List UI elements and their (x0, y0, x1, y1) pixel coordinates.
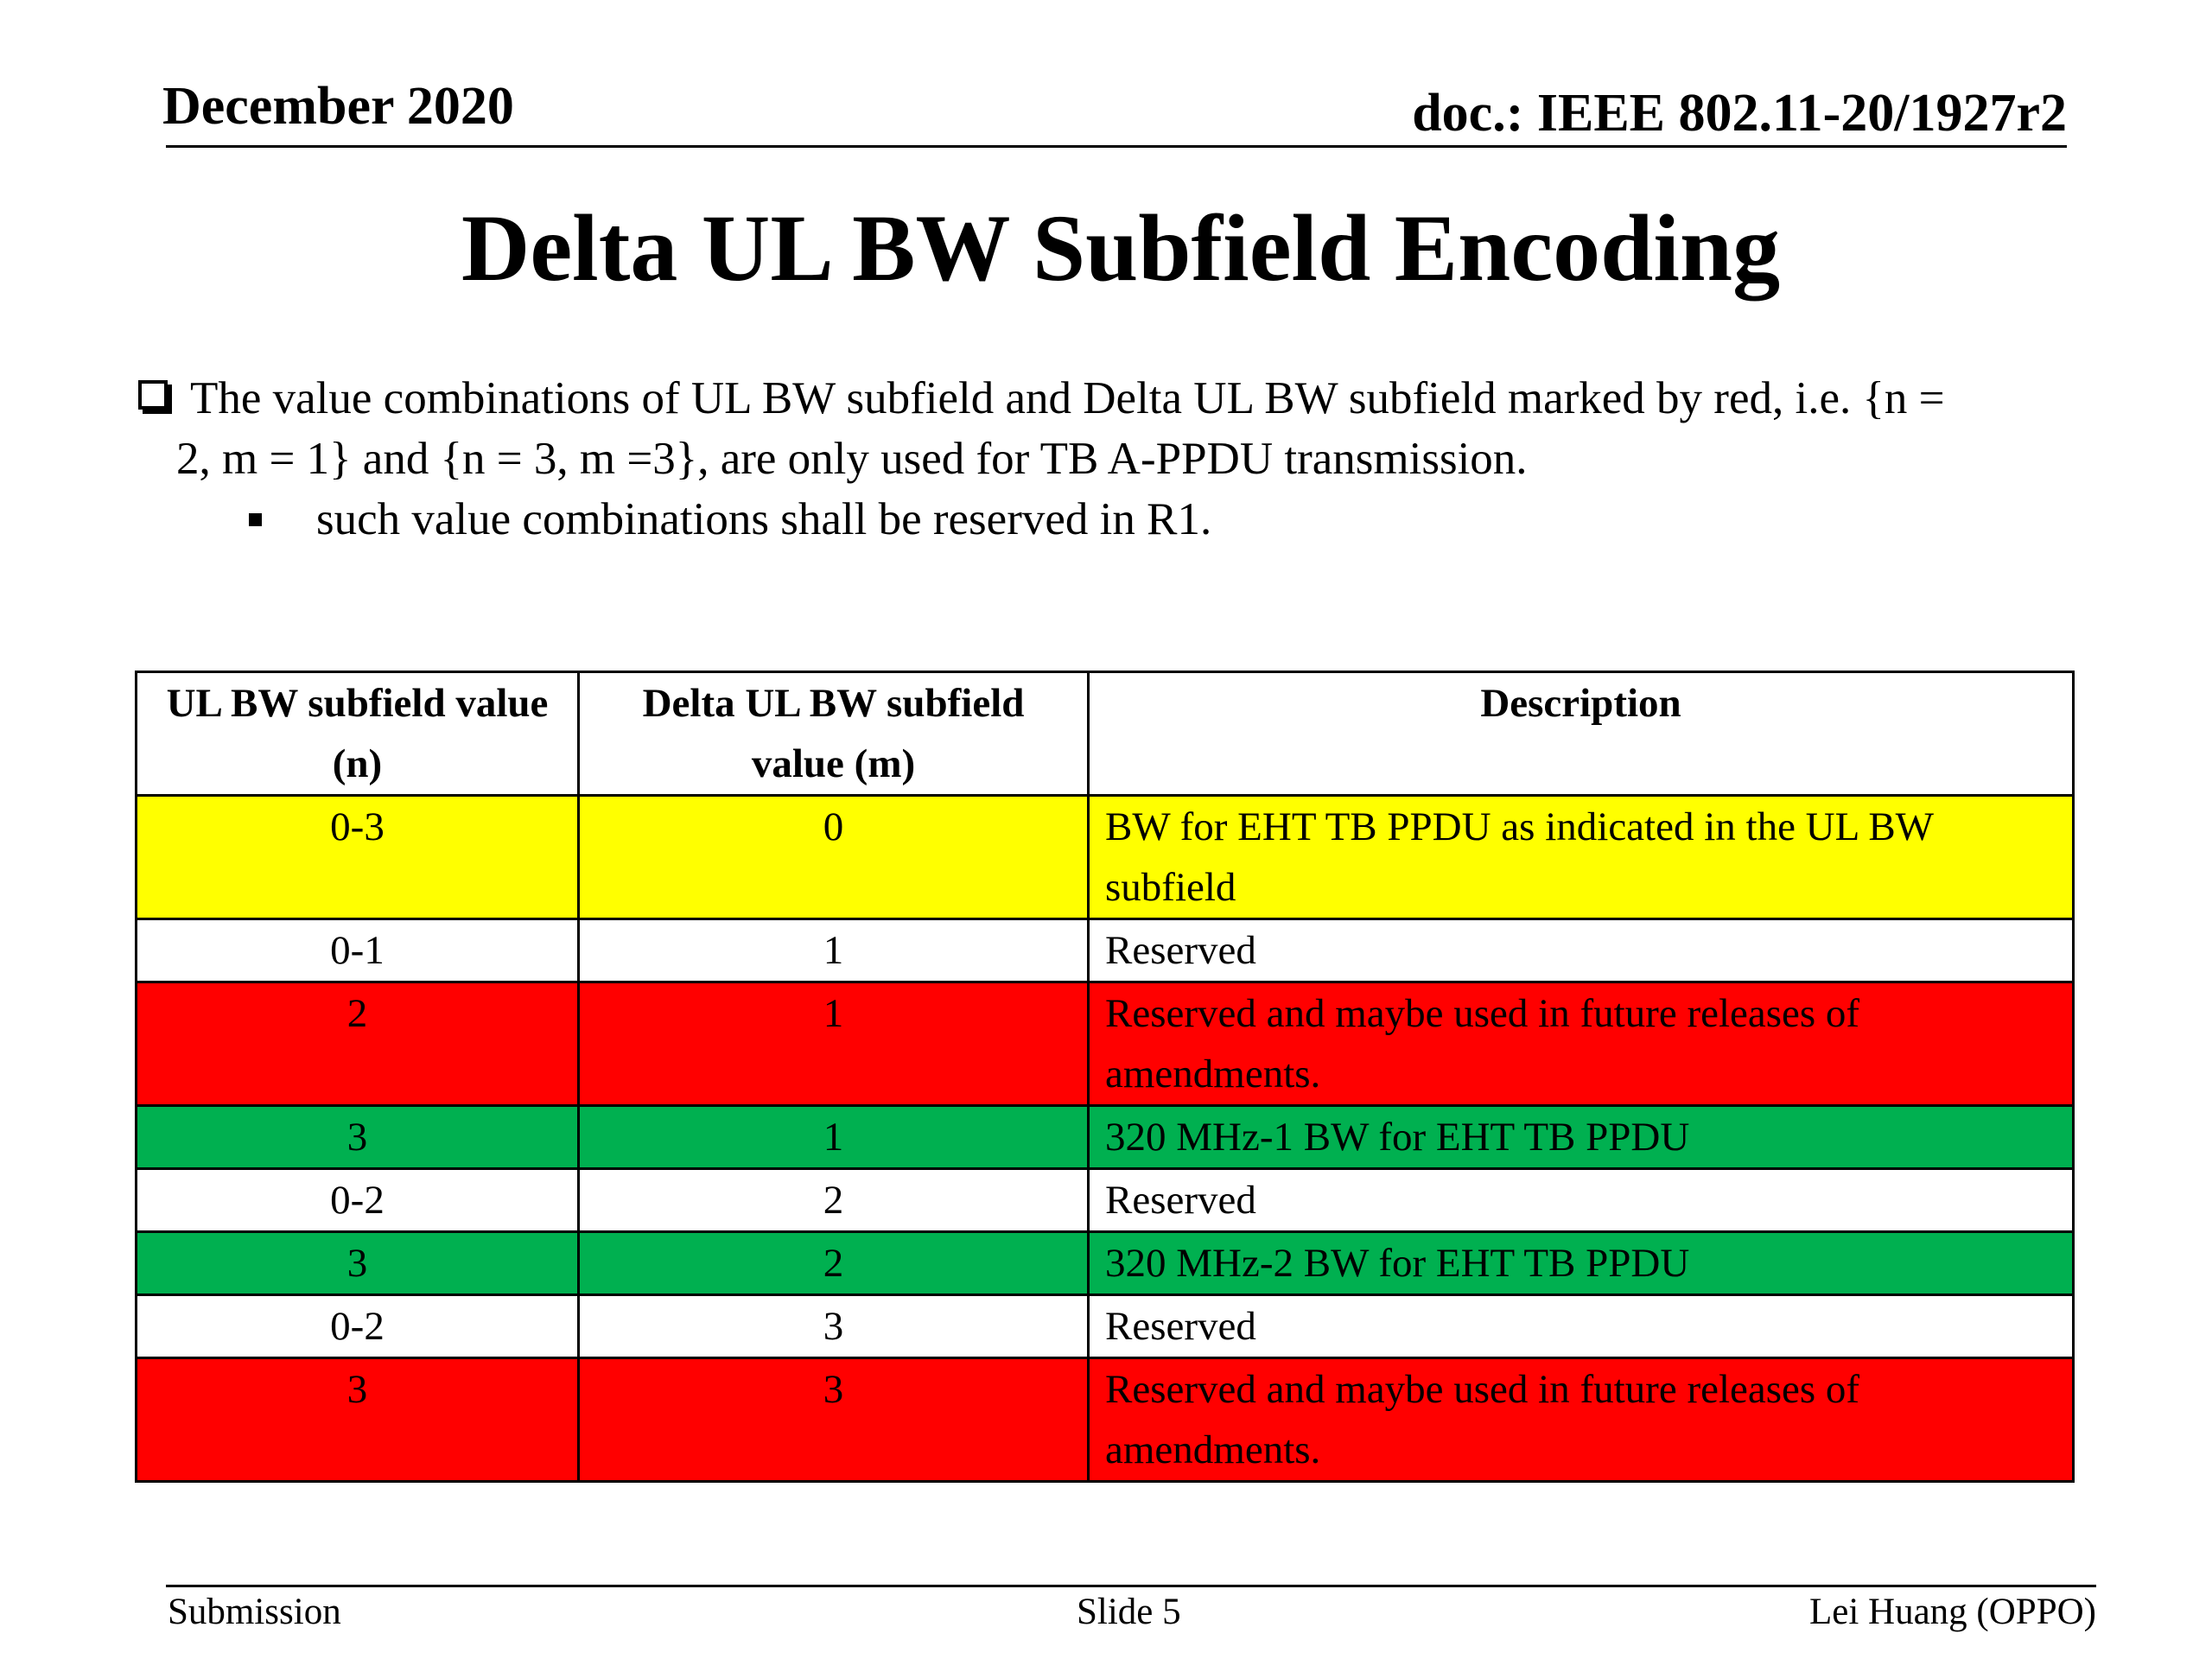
table-row (137, 1232, 2074, 1295)
cell-m: 1 (579, 982, 1089, 1106)
cell-description: Reserved (1089, 919, 2074, 982)
table-row (137, 1106, 2074, 1169)
cell-n: 0-2 (137, 1169, 579, 1232)
table-row (137, 982, 2074, 1106)
table-row (137, 919, 2074, 982)
header-doc-id: doc.: IEEE 802.11-20/1927r2 (1412, 84, 2067, 143)
footer-author: Lei Huang (OPPO) (1808, 1592, 2096, 1632)
cell-m: 2 (579, 1232, 1089, 1295)
cell-m: 3 (579, 1358, 1089, 1482)
main-bullet-line-2: 2, m = 1} and {n = 3, m =3}, are only used for TB A-PPDU transmission. (176, 434, 1528, 484)
cell-description: Reserved and maybe used in future releases of amendments. (1089, 982, 2074, 1106)
cell-m: 1 (579, 919, 1089, 982)
cell-description: Reserved (1089, 1169, 2074, 1232)
cell-n: 0-2 (137, 1295, 579, 1358)
header-divider (166, 145, 2067, 148)
cell-m: 3 (579, 1295, 1089, 1358)
cell-n: 3 (137, 1232, 579, 1295)
sub-bullet-text: such value combinations shall be reserved in R1. (316, 494, 1212, 544)
column-header-description: Description (1089, 672, 2074, 796)
cell-description: 320 MHz-2 BW for EHT TB PPDU (1089, 1232, 2074, 1295)
cell-n: 2 (137, 982, 579, 1106)
cell-m: 0 (579, 796, 1089, 919)
cell-n: 3 (137, 1106, 579, 1169)
cell-n: 0-3 (137, 796, 579, 919)
cell-description: 320 MHz-1 BW for EHT TB PPDU (1089, 1106, 2074, 1169)
footer-divider (166, 1585, 2096, 1587)
table-row (137, 1295, 2074, 1358)
column-header-n: UL BW subfield value (n) (137, 672, 579, 796)
table-row (137, 1358, 2074, 1482)
slide-title: Delta UL BW Subfield Encoding (461, 195, 1781, 301)
main-bullet (137, 368, 2124, 489)
square-bullet-icon (249, 513, 262, 526)
cell-description: Reserved and maybe used in future releases of amendments. (1089, 1358, 2074, 1482)
cell-n: 0-1 (137, 919, 579, 982)
sub-bullet (137, 489, 2124, 550)
column-header-m: Delta UL BW subfield value (m) (579, 672, 1089, 796)
header-date: December 2020 (162, 77, 514, 136)
cell-description: BW for EHT TB PPDU as indicated in the UL BW subfield (1089, 796, 2074, 919)
cell-m: 2 (579, 1169, 1089, 1232)
bullet-list (137, 368, 2124, 550)
table-row (137, 796, 2074, 919)
checkbox-bullet-icon (138, 380, 168, 410)
footer-slide-number: Slide 5 (1077, 1592, 1181, 1632)
table-row (137, 1169, 2074, 1232)
cell-description: Reserved (1089, 1295, 2074, 1358)
main-bullet-line-1: The value combinations of UL BW subfield and Delta UL BW subfield marked by red, i.e. {n = (190, 373, 1945, 423)
cell-m: 1 (579, 1106, 1089, 1169)
cell-n: 3 (137, 1358, 579, 1482)
footer-submission: Submission (168, 1592, 341, 1632)
encoding-table (135, 671, 2075, 1483)
